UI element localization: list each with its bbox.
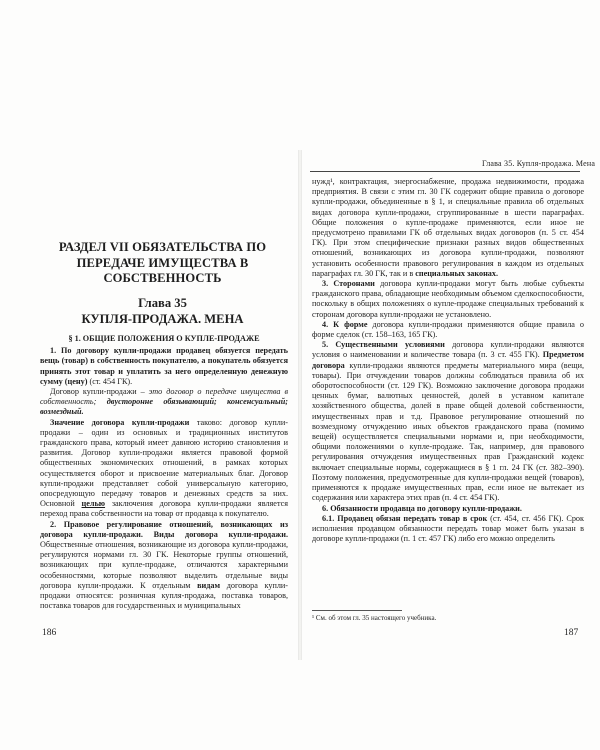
paragraph-4 <box>40 520 288 612</box>
paragraph-r6-bold: 6.1. Продавец обязан передать товар в срок <box>322 513 488 523</box>
paragraph-3-underlined: целью <box>81 499 106 509</box>
paragraph-r1 <box>312 177 584 279</box>
paragraph-3-bold: Значение договора купли-продажи <box>50 417 190 427</box>
paragraph-r4-bold: 5. Существенными условиями <box>322 340 445 350</box>
paragraph-2-italic: это договор о передаче имущества в собственность; <box>40 387 289 407</box>
paragraph-r5-bold: 6. Обязанности продавца по договору купли-продажи. <box>322 503 522 513</box>
paragraph-r1-bold: специальных законах. <box>415 268 499 278</box>
paragraph-4-rest-b: договора купли-продажи относятся: розничная купля-продажа, поставка товаров, поставка товаров для государственных и муниципальных <box>40 580 289 611</box>
paragraph-4-bold-word: видам <box>197 580 221 590</box>
paragraph-r3-bold: 4. К форме <box>322 319 368 329</box>
paragraph-4-rest-a: Общественные отношения, возникающие из договора купли-продажи, регулируются нормами гл. 30 ГК. Некоторые группы отношений, возникающих при купле-продаже, отличаются характерными особенностями, которые позволяют выделить отдельные виды договора купли-продажи. К отдельным <box>40 540 288 590</box>
paragraph-2-bold-italic: двусторонне обязывающий; консенсуальный; возмездный. <box>40 397 288 417</box>
paragraph-4-bold: 2. Правовое регулирование отношений, возникающих из договора купли-продажи. Виды договора купли-продажи. <box>40 519 288 539</box>
paragraph-r4 <box>312 340 584 503</box>
paragraph-2 <box>40 387 288 418</box>
paragraph-r4-bold-b: Предметом договора <box>312 350 584 370</box>
paragraph-r3-rest: договора купли-продажи применяются общие правила о форме сделок (ст. 158–163, 165 ГК). <box>312 319 585 340</box>
right-page-body <box>312 177 584 544</box>
page-number-right: 187 <box>564 628 579 638</box>
paragraph-r2-bold: 3. Сторонами <box>322 279 375 289</box>
running-head: Глава 35. Купля-продажа. Мена <box>482 159 596 168</box>
paragraph-3-rest-a: таково: договор купли-продажи – один из основных и традиционных институтов гражданского права, который имеет давнюю историю становления и развития. Договор купли-продажи является правовой формой общественных экономических отношений, в рамках которых осуществляется оборот и присвоение материальных благ. Договор купли-продажи представляет собой универсальную категорию, опосредующую передачу товаров и денежных средств за них. Основной <box>40 417 288 509</box>
paragraph-r1-text: нужд¹, контрактация, энергоснабжение, продажа недвижимости, продажа предприятия. В связи с этим гл. 30 ГК содержит общие правила о договоре купли-продажи, объединенные в § 1, и специальные правила об отдельных видах договора купли-продажи, сгруппированные в шести параграфах. Общие положения о купле-продаже применяются, если иное не предусмотрено правилами ГК об отдельных видах договоров (п. 5 ст. 454 ГК). При этом специфические признаки разных видов общественных отношений, возникающих из договора купли-продажи, позволяют установить особенности правового регулирования в каждом из отдельных параграфах гл. 30 ГК, так и в <box>312 177 584 278</box>
paragraph-r4-rest-a: договора купли-продажи являются условия о наименовании и количестве товара (п. 3 ст. 455 ГК). <box>312 340 585 360</box>
paragraph-r3 <box>312 320 584 340</box>
paragraph-r4-rest-b: купли-продажи являются предметы материального мира (вещи, товары). При отчуждении товаров должны соблюдаться правила об их оборотоспособности (ст. 129 ГК). Возможно заключение договора продажи ценных бумаг, валютных ценностей, долей в уставном капитале хозяйственного общества, долей в праве общей долевой собственности, имущественных прав и т.д. Правовое регулирование отношений по возмездному отчуждению иных объектов гражданского права (помимо вещей) осуществляется специальными нормами и, при необходимости, общими положениями о купле-продаже. Так, например, для правового регулирования отчуждения имущественных прав Гражданский кодекс включает специальные нормы, содержащиеся в § 1 гл. 24 ГК (ст. 382–390). Поэтому положения, предусмотренные для купли-продажи вещей (товаров), применяются к продаже имущественных прав, если иное не вытекает из содержания или характера этих прав (п. 4 ст. 454 ГК). <box>312 360 584 503</box>
paragraph-2-lead: Договор купли-продажи – <box>50 387 145 397</box>
right-page <box>300 0 600 750</box>
footnote-rule <box>312 610 402 611</box>
paragraph-r6 <box>312 514 584 545</box>
paragraph-1-bold: 1. По договору купли-продажи продавец обязуется передать вещь (товар) в собственность покупателю, а покупатель обязуется принять этот товар и уплатить за него определенную денежную сумму (цену) <box>40 346 288 386</box>
page-number-left: 186 <box>42 628 57 638</box>
paragraph-3-rest-b: заключения договора купли-продажи является переход права собственности на товар от продавца к покупателю. <box>40 499 289 519</box>
paragraph-r2-rest: договора купли-продажи могут быть любые субъекты гражданского права, обладающие необходимым объемом сделкоспособности, поскольку в общих положениях о купле-продаже специальных требований к сторонам договора купли-продажи не установлено. <box>312 279 584 319</box>
paragraph-r6-rest: (ст. 454, ст. 456 ГК). Срок исполнения продавцом обязанности передать товар может быть указан в договоре купли-продажи (п. 1 ст. 457 ГК) либо его можно определить <box>312 513 585 544</box>
section-title: РАЗДЕЛ VII ОБЯЗАТЕЛЬСТВА ПО ПЕРЕДАЧЕ ИМУЩЕСТВА В СОБСТВЕННОСТЬ <box>58 240 267 285</box>
header-rule <box>310 171 580 172</box>
paragraph-r5 <box>312 504 584 514</box>
chapter-title: КУПЛЯ-ПРОДАЖА. МЕНА <box>81 312 244 326</box>
paragraph-1 <box>40 346 288 387</box>
chapter-number: Глава 35 <box>138 296 187 310</box>
paragraph-3 <box>40 418 288 520</box>
footnote: ¹ См. об этом гл. 35 настоящего учебника. <box>312 614 437 622</box>
paragraph-1-rest: (ст. 454 ГК). <box>89 376 133 386</box>
paragraph-r2 <box>312 279 584 320</box>
paragraph-heading: § 1. ОБЩИЕ ПОЛОЖЕНИЯ О КУПЛЕ-ПРОДАЖЕ <box>68 334 260 343</box>
left-page-body <box>40 330 288 611</box>
